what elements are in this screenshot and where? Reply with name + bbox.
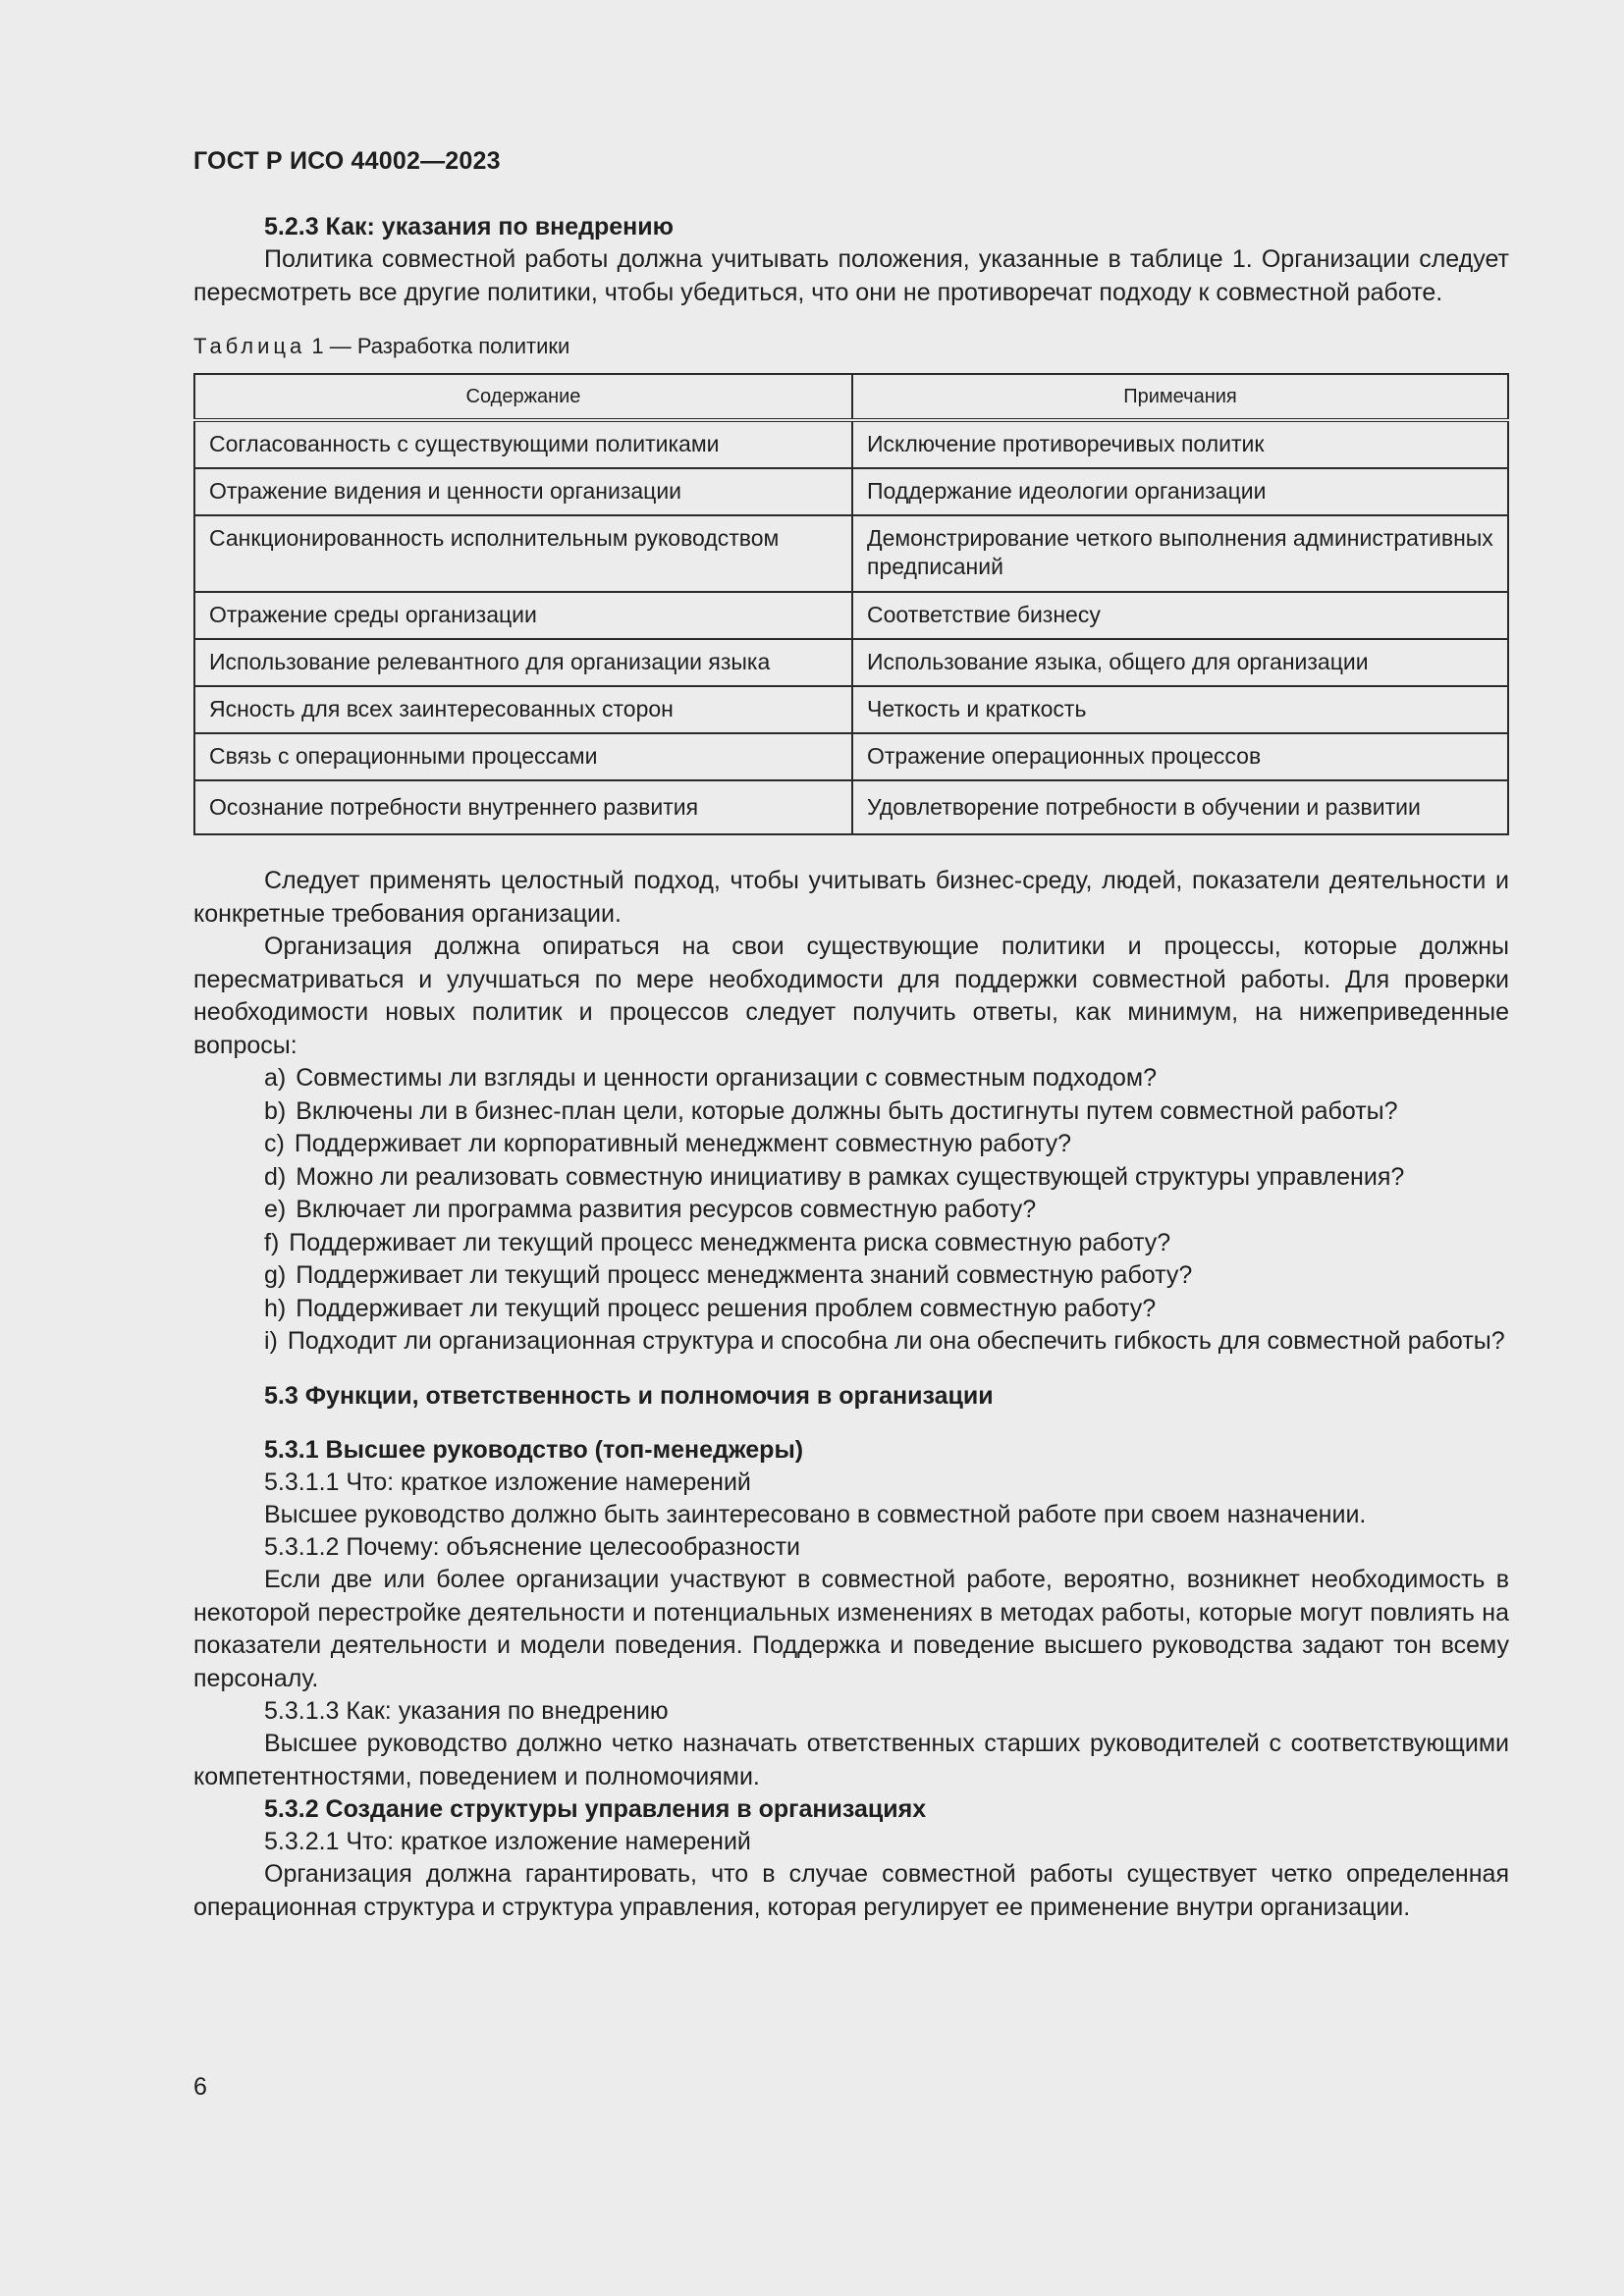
table-header-content: Содержание [194, 374, 852, 420]
table-cell: Санкционированность исполнительным руководством [194, 515, 852, 592]
list-marker: c) [264, 1130, 285, 1157]
list-item [193, 1227, 1509, 1260]
list-marker: g) [264, 1261, 287, 1289]
table-cell: Ясность для всех заинтересованных сторон [194, 686, 852, 733]
list-item [193, 1062, 1509, 1095]
body-paragraph-2: Организация должна опираться на свои существующие политики и процессы, которые должны пересматриваться и улучшаться по мере необходимости для поддержки совместной работы. Для проверки необходимости новых политик и процессов следует получить ответы, как минимум, на нижеприведенные вопросы: [193, 933, 1509, 1059]
table-cell: Демонстрирование четкого выполнения административных предписаний [852, 515, 1508, 592]
list-item [193, 1293, 1509, 1326]
clause-5-3-1-1-text: Высшее руководство должно быть заинтересовано в совместной работе при своем назначении. [264, 1500, 1367, 1528]
document-header: ГОСТ Р ИСО 44002—2023 [193, 147, 501, 175]
table-row [194, 780, 1508, 834]
table-row [194, 592, 1508, 639]
table-caption-title: 1 — Разработка политики [311, 334, 570, 358]
clause-5-3-2-1-text: Организация должна гарантировать, что в случае совместной работы существует четко определенная операционная структура и структура управления, которая регулирует ее применение внутри организации. [193, 1860, 1509, 1921]
list-marker: h) [264, 1294, 287, 1322]
table-cell: Четкость и краткость [852, 686, 1508, 733]
body-paragraph-1: Следует применять целостный подход, чтобы учитывать бизнес-среду, людей, показатели деятельности и конкретные требования организации. [193, 867, 1509, 928]
list-item-text: Поддерживает ли корпоративный менеджмент совместную работу? [294, 1130, 1072, 1157]
list-marker: f) [264, 1228, 280, 1256]
list-item [193, 1128, 1509, 1161]
list-item-text: Включает ли программа развития ресурсов совместную работу? [296, 1196, 1037, 1223]
list-marker: i) [264, 1327, 278, 1355]
questions-list [193, 1062, 1509, 1359]
list-item-text: Можно ли реализовать совместную инициативу в рамках существующей структуры управления? [296, 1162, 1405, 1191]
list-marker: a) [264, 1064, 287, 1092]
list-marker: d) [264, 1162, 287, 1191]
clause-5-3-title: 5.3 Функции, ответственность и полномочия в организации [264, 1381, 994, 1410]
table-header-notes: Примечания [852, 374, 1508, 420]
list-item [193, 1259, 1509, 1293]
table-caption-label: Таблица [193, 334, 306, 358]
list-item [193, 1161, 1509, 1195]
table-cell: Использование языка, общего для организации [852, 639, 1508, 686]
clause-5-3-1-title: 5.3.1 Высшее руководство (топ-менеджеры) [264, 1435, 804, 1464]
list-marker: b) [264, 1096, 287, 1125]
list-item-text: Совместимы ли взгляды и ценности организации с совместным подходом? [296, 1064, 1158, 1092]
table-cell: Исключение противоречивых политик [852, 420, 1508, 468]
clause-5-3-1-2-text: Если две или более организации участвуют в совместной работе, вероятно, возникнет необходимость в некоторой перестройке деятельности и потенциальных изменениях в методах работы, которые могут повлиять на показатели деятельности и модели поведения. Поддержка и поведение высшего руководства задают тон всему персоналу. [193, 1566, 1509, 1692]
table-cell: Связь с операционными процессами [194, 733, 852, 780]
list-item-text: Поддерживает ли текущий процесс решения проблем совместную работу? [296, 1294, 1157, 1322]
clause-5-2-3-title: 5.2.3 Как: указания по внедрению [264, 213, 674, 240]
table-cell: Использование релевантного для организации языка [194, 639, 852, 686]
list-marker: e) [264, 1196, 287, 1223]
clause-5-3-1-3-text: Высшее руководство должно четко назначать ответственных старших руководителей с соответствующими компетентностями, поведением и полномочиями. [193, 1730, 1509, 1790]
list-item [193, 1095, 1509, 1129]
table-cell: Согласованность с существующими политиками [194, 420, 852, 468]
list-item-text: Поддерживает ли текущий процесс менеджмента риска совместную работу? [289, 1228, 1171, 1256]
table-cell: Осознание потребности внутреннего развития [194, 780, 852, 834]
clause-5-3-1-3-title: 5.3.1.3 Как: указания по внедрению [264, 1697, 669, 1725]
table-row [194, 686, 1508, 733]
list-item [193, 1194, 1509, 1227]
table-header-row [194, 374, 1508, 420]
policy-table [193, 373, 1509, 835]
table-row [194, 468, 1508, 515]
clause-5-3-2-1-title: 5.3.2.1 Что: краткое изложение намерений [264, 1828, 751, 1855]
document-page [193, 147, 1509, 1924]
page-number: 6 [193, 2073, 207, 2101]
list-item [193, 1325, 1509, 1359]
list-item-text: Включены ли в бизнес-план цели, которые должны быть достигнуты путем совместной работы? [296, 1096, 1398, 1125]
table-row [194, 639, 1508, 686]
table-cell: Удовлетворение потребности в обучении и развитии [852, 780, 1508, 834]
clause-5-3-2-title: 5.3.2 Создание структуры управления в организациях [264, 1795, 927, 1823]
table-cell: Отражение среды организации [194, 592, 852, 639]
table-caption [193, 334, 1509, 359]
table-row [194, 420, 1508, 468]
table-row [194, 733, 1508, 780]
clause-5-3-1-1-title: 5.3.1.1 Что: краткое изложение намерений [264, 1468, 751, 1496]
table-cell: Отражение операционных процессов [852, 733, 1508, 780]
list-item-text: Подходит ли организационная структура и способна ли она обеспечить гибкость для совместной работы? [287, 1327, 1505, 1355]
table-row [194, 515, 1508, 592]
list-item-text: Поддерживает ли текущий процесс менеджмента знаний совместную работу? [296, 1261, 1193, 1289]
clause-5-3-1-2-title: 5.3.1.2 Почему: объяснение целесообразности [264, 1533, 801, 1561]
clause-5-2-3-text: Политика совместной работы должна учитывать положения, указанные в таблице 1. Организации следует пересмотреть все другие политики, чтобы убедиться, что они не противоречат подходу к совместной работе. [193, 245, 1509, 306]
table-cell: Поддержание идеологии организации [852, 468, 1508, 515]
table-cell: Соответствие бизнесу [852, 592, 1508, 639]
table-cell: Отражение видения и ценности организации [194, 468, 852, 515]
